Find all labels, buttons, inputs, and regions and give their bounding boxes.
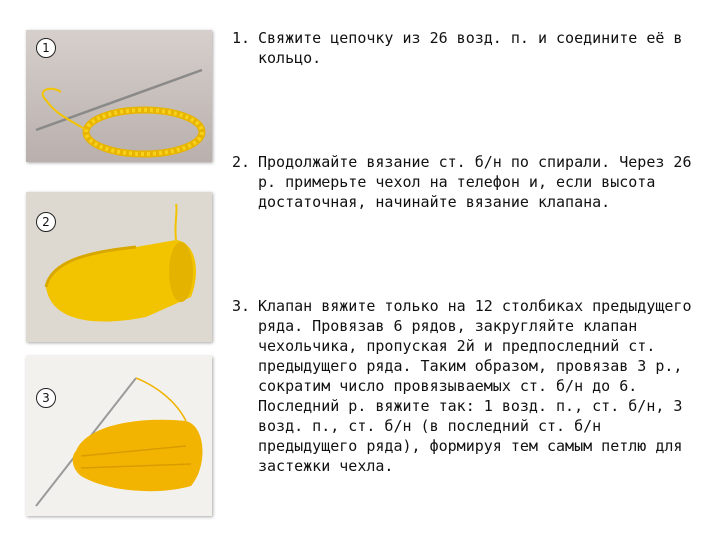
instruction-step-1 [232, 28, 702, 68]
instruction-step-2 [232, 152, 702, 212]
yellow-knitted-tube-image [26, 192, 212, 342]
photo-step-2 [26, 192, 212, 342]
step-text: Продолжайте вязание ст. б/н по спирали. Через 26 р. примерьте чехол на телефон и, если высота достаточная, начинайте вязание клапана. [258, 153, 692, 211]
step-number: 3. [232, 297, 251, 315]
step-text: Клапан вяжите только на 12 столбиках предыдущего ряда. Провязав 6 рядов, закругляйте клапан чехольчика, пропуская 2й и предпоследний ст. предыдущего ряда. Таким образом, провязав 3 р., сократим число провязываемых ст. б/н до 6. Последний р. вяжите так: 1 возд. п., ст. б/н, 3 возд. п., ст. б/н (в последний ст. б/н предыдущего ряда), формируя тем самым петлю для застежки чехла. [258, 297, 692, 475]
step-text: Свяжите цепочку из 26 возд. п. и соедините её в кольцо. [258, 29, 683, 67]
step-badge-3: 3 [36, 388, 56, 408]
step-number: 1. [232, 29, 251, 47]
step-badge-2: 2 [36, 212, 56, 232]
step-badge-1: 1 [36, 38, 56, 58]
step-number: 2. [232, 153, 251, 171]
instruction-step-3 [232, 296, 702, 476]
knitted-phone-cover-with-hook-image [26, 356, 212, 516]
photo-step-3 [26, 356, 212, 516]
